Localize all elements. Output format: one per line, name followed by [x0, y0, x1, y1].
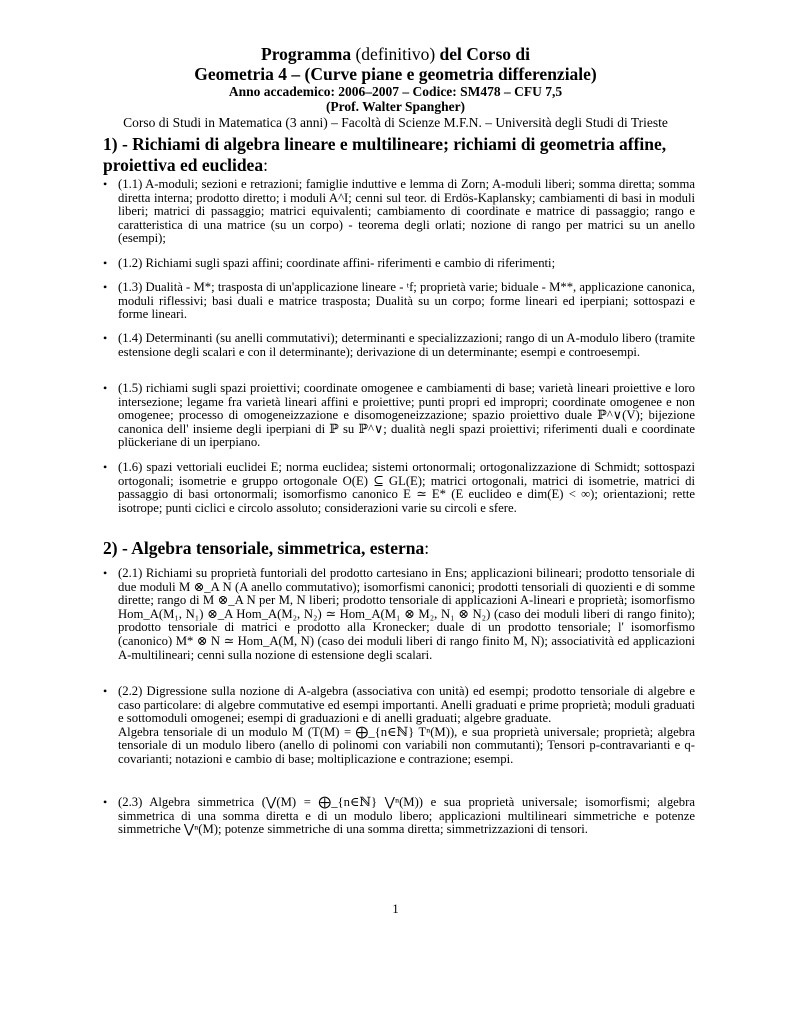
- bullet-icon: •: [103, 795, 108, 809]
- document-header: [60, 44, 731, 131]
- item-text-continued: Algebra tensoriale di un modulo M (T(M) = ⨁_{n∈ℕ} Tⁿ(M)), e sua proprietà universale; proprietà; algebra tensoriale di un modulo libero (anello di polinomi con variabili non commutanti); Tensori p-contravarianti e q-covarianti; notazioni e cambio di base; moltiplicazione e contrazione; esempi.: [118, 724, 695, 766]
- list-item-1-3: [103, 280, 695, 322]
- bullet-icon: •: [103, 460, 108, 474]
- title-paren: (definitivo): [355, 44, 436, 64]
- list-item-2-3: [103, 795, 695, 837]
- item-text: (1.4) Determinanti (su anelli commutativi); determinanti e specializzazioni; rango di un A-modulo libero (tramite estensione degli scalari e con il determinante); derivazione di un determinante; esempi e controesempi.: [118, 331, 695, 359]
- document-title: [60, 44, 731, 64]
- bullet-icon: •: [103, 331, 108, 345]
- list-item-1-1: [103, 177, 695, 246]
- list-item-1-4: [103, 331, 695, 359]
- section-2-colon: :: [424, 538, 430, 558]
- item-text: (1.1) A-moduli; sezioni e retrazioni; famiglie induttive e lemma di Zorn; A-moduli liberi; somma diretta; somma diretta interna; prodotto diretto; i moduli A^I; cenni sul teor. di Erdös-Kaplansky; cambiamenti di basi in moduli liberi; matrici di passaggio; matrici equivalenti; cambiamento di coordinate e matrice di passaggio; rango e caratteristica di una matrice (su un corpo) - teorema degli orlati; nozione di rango per matrici su un anello (esempi);: [118, 177, 695, 246]
- bullet-icon: •: [103, 256, 108, 270]
- title-part-a: Programma: [261, 44, 352, 64]
- section-2-heading: [103, 538, 703, 559]
- bullet-icon: •: [103, 684, 108, 698]
- section-1-heading-text: 1) - Richiami di algebra lineare e multilineare; richiami di geometria affine, proiettiva ed euclidea: [103, 134, 667, 175]
- list-item-2-1: [103, 566, 695, 662]
- title-part-b: del Corso di: [439, 44, 530, 64]
- list-item-1-5: [103, 381, 695, 450]
- page-number: 1: [392, 902, 399, 916]
- bullet-icon: •: [103, 566, 108, 580]
- item-text: (2.2) Digressione sulla nozione di A-algebra (associativa con unità) ed esempi; prodotto tensoriale di algebre e caso particolare: di algebre commutative ed esempi importanti. Anelli graduati e prime proprietà; moduli graduati e sottomoduli omogenei; esempi di graduazioni e di anelli graduati; algebre graduate.: [118, 684, 695, 726]
- item-text: (2.1) Richiami su proprietà funtoriali del prodotto cartesiano in Ens; applicazioni bilineari; prodotto tensoriale di due moduli M ⊗_A N (A anello commutativo); isomorfismi canonici; prodotti tensoriali di quozienti e di somme dirette; rango di M ⊗_A N per M, N liberi; prodotto tensoriale di applicazioni A-lineari e proprietà; isomorfismo Hom_A(M₁, N₁) ⊗_A Hom_A(M₂, N₂) ≃ Hom_A(M₁ ⊗ M₂, N₁ ⊗ N₂) (caso dei moduli liberi di rango finito); prodotto tensoriale di matrici e prodotto alla Kronecker; duale di un prodotto tensoriale; l' isomorfismo (canonico) M* ⊗ N ≃ Hom_A(M, N) (caso dei moduli liberi di rango finito M, N); associatività ed applicazioni A-multilineari; cenni sulla nozione di estensione degli scalari.: [118, 566, 695, 662]
- section-1-heading: [103, 134, 703, 176]
- course-info: Corso di Studi in Matematica (3 anni) – Facoltà di Scienze M.F.N. – Università degli Studi di Trieste: [123, 115, 668, 130]
- bullet-icon: •: [103, 280, 108, 294]
- professor-name: (Prof. Walter Spangher): [325, 99, 466, 114]
- bullet-icon: •: [103, 381, 108, 395]
- document-subtitle: Geometria 4 – (Curve piane e geometria differenziale): [194, 64, 597, 84]
- list-item-1-6: [103, 460, 695, 515]
- item-text: (1.3) Dualità - M*; trasposta di un'applicazione lineare - ᵗf; proprietà varie; biduale - M**, applicazione canonica, moduli riflessivi; basi duali e matrice trasposta; Dualità su un corpo; forme lineari ed iperpiani; sottospazi e forme lineari.: [118, 280, 695, 322]
- academic-year-line: Anno accademico: 2006–2007 – Codice: SM478 – CFU 7,5: [228, 84, 563, 99]
- item-text: (2.3) Algebra simmetrica (⋁(M) = ⨁_{n∈ℕ} ⋁ⁿ(M)) e sua proprietà universale; isomorfismi; algebra simmetrica di una somma diretta e di un modulo libero; applicazioni multilineari simmetriche e potenze simmetriche ⋁ⁿ(M); potenze simmetriche di una somma diretta; simmetrizzazioni di tensori.: [118, 795, 695, 837]
- item-text: (1.2) Richiami sugli spazi affini; coordinate affini- riferimenti e cambio di riferimenti;: [118, 256, 556, 270]
- section-1-colon: :: [263, 155, 268, 175]
- list-item-2-2: [103, 684, 695, 767]
- list-item-1-2: [103, 256, 695, 271]
- section-2-heading-text: 2) - Algebra tensoriale, simmetrica, esterna: [103, 538, 425, 558]
- bullet-icon: •: [103, 177, 108, 191]
- item-text: (1.6) spazi vettoriali euclidei E; norma euclidea; sistemi ortonormali; ortogonalizzazione di Schmidt; sottospazi ortogonali; isometrie e gruppo ortogonale O(E) ⊆ GL(E); matrici ortogonali, matrici di isometrie, matrici di passaggio di basi ortonormali; isomorfismo canonico E ≃ E* (E euclideo e dim(E) < ∞); orientazioni; rette isotrope; punti ciclici e circolo assoluto; considerazioni varie su circoli e sfere.: [118, 460, 695, 515]
- item-text: (1.5) richiami sugli spazi proiettivi; coordinate omogenee e cambiamenti di base; varietà lineari proiettive e loro intersezione; legame fra varietà lineari affini e proiettive; punti propri ed impropri; coordinate omogenee e non omogenee; processo di omogeneizzazione e disomogeneizzazione; spazio proiettivo duale ℙ^∨(V); bijezione canonica dell' insieme degli iperpiani di ℙ su ℙ^∨; dualità negli spazi proiettivi; riferimenti duali e coordinate plückeriane di un iperpiano.: [118, 381, 695, 450]
